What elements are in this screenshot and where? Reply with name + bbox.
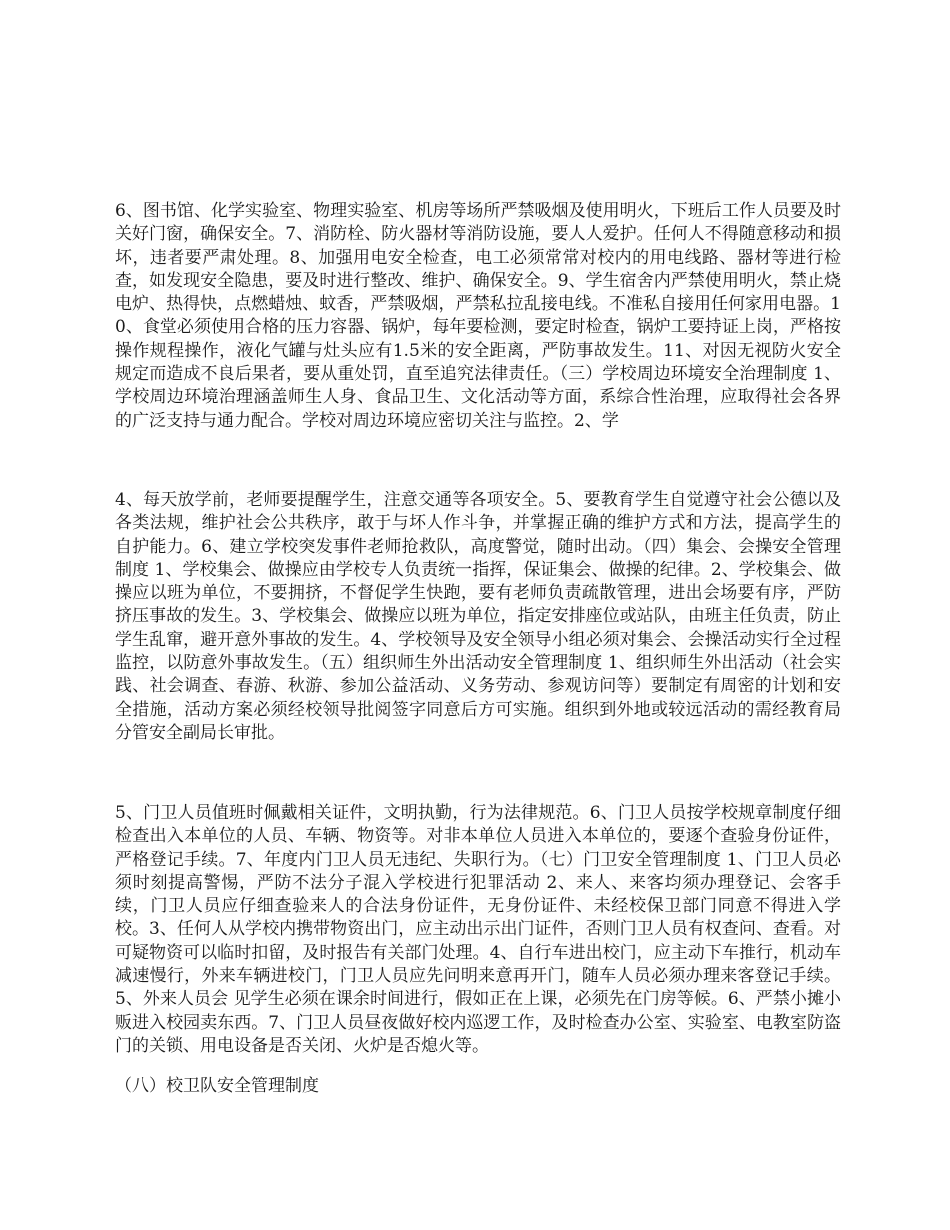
paragraph-fire-safety: 6、图书馆、化学实验室、物理实验室、机房等场所严禁吸烟及使用明火，下班后工作人员要及时关好门窗，确保安全。7、消防栓、防火器材等消防设施，要人人爱护。任何人不得随意移动和损坏，违者要严肃处理。8、加强用电安全检查，电工必须常常对校内的用电线路、器材等进行检查，如发现安全隐患，要及时进行整改、维护、确保安全。9、学生宿舍内严禁使用明火，禁止烧电炉、热得快，点燃蜡烛、蚊香，严禁吸烟，严禁私拉乱接电线。不准私自接用任何家用电器。10、食堂必须使用合格的压力容器、锅炉，每年要检测，要定时检查，锅炉工要持证上岗，严格按操作规程操作，液化气罐与灶头应有1.5米的安全距离，严防事故发生。11、对因无视防火安全规定而造成不良后果者，要从重处罚，直至追究法律责任。（三）学校周边环境安全治理制度 1、学校周边环境治理涵盖师生人身、食品卫生、文化活动等方面，系综合性治理，应取得社会各界的广泛支持与通力配合。学校对周边环境应密切关注与监控。2、学 [115,201,841,431]
paragraph-assembly-safety: 4、每天放学前，老师要提醒学生，注意交通等各项安全。5、要教育学生自觉遵守社会公德以及各类法规，维护社会公共秩序，敢于与坏人作斗争，并掌握正确的维护方式和方法，提高学生的自护能力。6、建立学校突发事件老师抢救队，高度警觉，随时出动。（四）集会、会操安全管理制度 1、学校集会、做操应由学校专人负责统一指挥，保证集会、做操的纪律。2、学校集会、做操应以班为单位，不要拥挤，不督促学生快跑，要有老师负责疏散管理，进出会场要有序，严防挤压事故的发生。3、学校集会、做操应以班为单位，指定安排座位或站队，由班主任负责，防止学生乱窜，避开意外事故的发生。4、学校领导及安全领导小组必须对集会、会操活动实行全过程监控，以防意外事故发生。（五）组织师生外出活动安全管理制度 1、组织师生外出活动（社会实践、社会调查、春游、秋游、参加公益活动、义务劳动、参观访问等）要制定有周密的计划和安全措施，活动方案必须经校领导批阅签字同意后方可实施。组织到外地或较远活动的需经教育局分管安全副局长审批。 [115,490,841,743]
paragraph-gatekeeper-safety: 5、门卫人员值班时佩戴相关证件，文明执勤，行为法律规范。6、门卫人员按学校规章制度仔细检查出入本单位的人员、车辆、物资等。对非本单位人员进入本单位的，要逐个查验身份证件，严格登记手续。7、年度内门卫人员无违纪、失职行为。（七）门卫安全管理制度 1、门卫人员必须时刻提高警惕，严防不法分子混入学校进行犯罪活动 2、来人、来客均须办理登记、会客手续，门卫人员应仔细查验来人的合法身份证件，无身份证件、未经校保卫部门同意不得进入学校。3、任何人从学校内携带物资出门，应主动出示出门证件，否则门卫人员有权查问、查看。对可疑物资可以临时扣留，及时报告有关部门处理。4、自行车进出校门，应主动下车推行，机动车减速慢行，外来车辆进校门，门卫人员应先问明来意再开门，随车人员必须办理来客登记手续。5、外来人员会 见学生必须在课余时间进行，假如正在上课，必须先在门房等候。6、严禁小摊小贩进入校园卖东西。7、门卫人员昼夜做好校内巡逻工作，及时检查办公室、实验室、电教室防盗门的关锁、用电设备是否关闭、火炉是否熄火等。 [115,803,841,1056]
section-heading-guard-team: （八）校卫队安全管理制度 [115,1076,319,1096]
